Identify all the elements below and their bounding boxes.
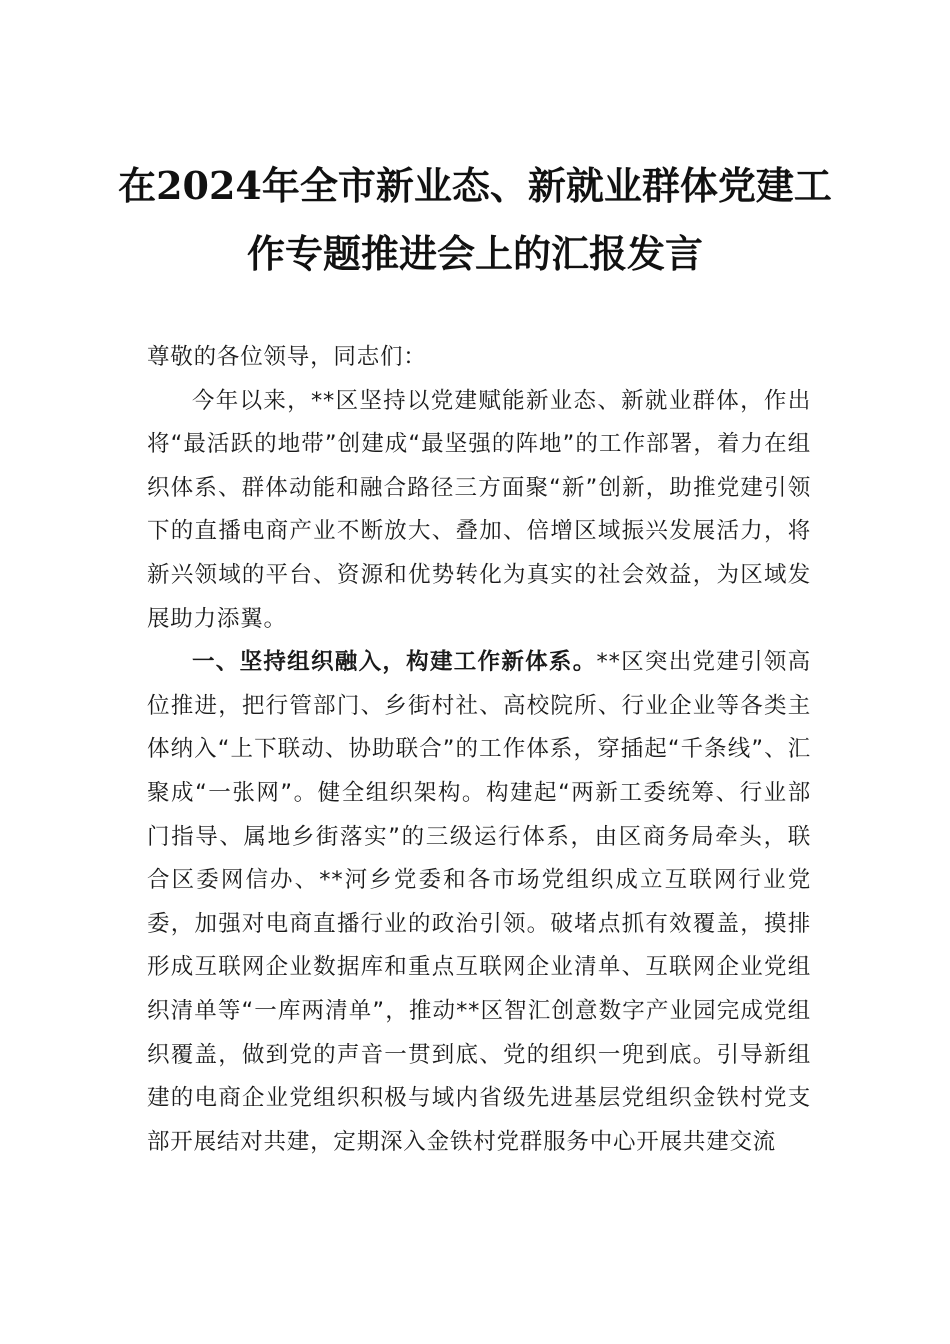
section-1-paragraph	[147, 641, 811, 1164]
section-1-heading: 一、坚持组织融入，构建工作新体系。	[192, 649, 597, 676]
section-1-body: **区突出党建引领高位推进，把行管部门、乡街村社、高校院所、行业企业等各类主体纳入“上下联动、协助联合”的工作体系，穿插起“千条线”、汇聚成“一张网”。健全组织架构。构建起“两新工委统筹、行业部门指导、属地乡街落实”的三级运行体系，由区商务局牵头，联合区委网信办、**河乡党委和各市场党组织成立互联网行业党委，加强对电商直播行业的政治引领。破堵点抓有效覆盖，摸排形成互联网企业数据库和重点互联网企业清单、互联网企业党组织清单等“一库两清单”，推动**区智汇创意数字产业园完成党组织覆盖，做到党的声音一贯到底、党的组织一兜到底。引导新组建的电商企业党组织积极与域内省级先进基层党组织金铁村党支部开展结对共建，定期深入金铁村党群服务中心开展共建交流	[147, 649, 811, 1155]
salutation: 尊敬的各位领导，同志们：	[147, 344, 427, 370]
document-title-line-1: 在2024年全市新业态、新就业群体党建工	[118, 163, 832, 208]
intro-paragraph: 今年以来，**区坚持以党建赋能新业态、新就业群体，作出将“最活跃的地带”创建成“最坚强的阵地”的工作部署，着力在组织体系、群体动能和融合路径三方面聚“新”创新，助推党建引领下的直播电商产业不断放大、叠加、倍增区域振兴发展活力，将新兴领域的平台、资源和优势转化为真实的社会效益，为区域发展助力添翼。	[147, 387, 811, 632]
document-body	[147, 336, 811, 1164]
document-title-line-2: 作专题推进会上的汇报发言	[246, 231, 703, 276]
